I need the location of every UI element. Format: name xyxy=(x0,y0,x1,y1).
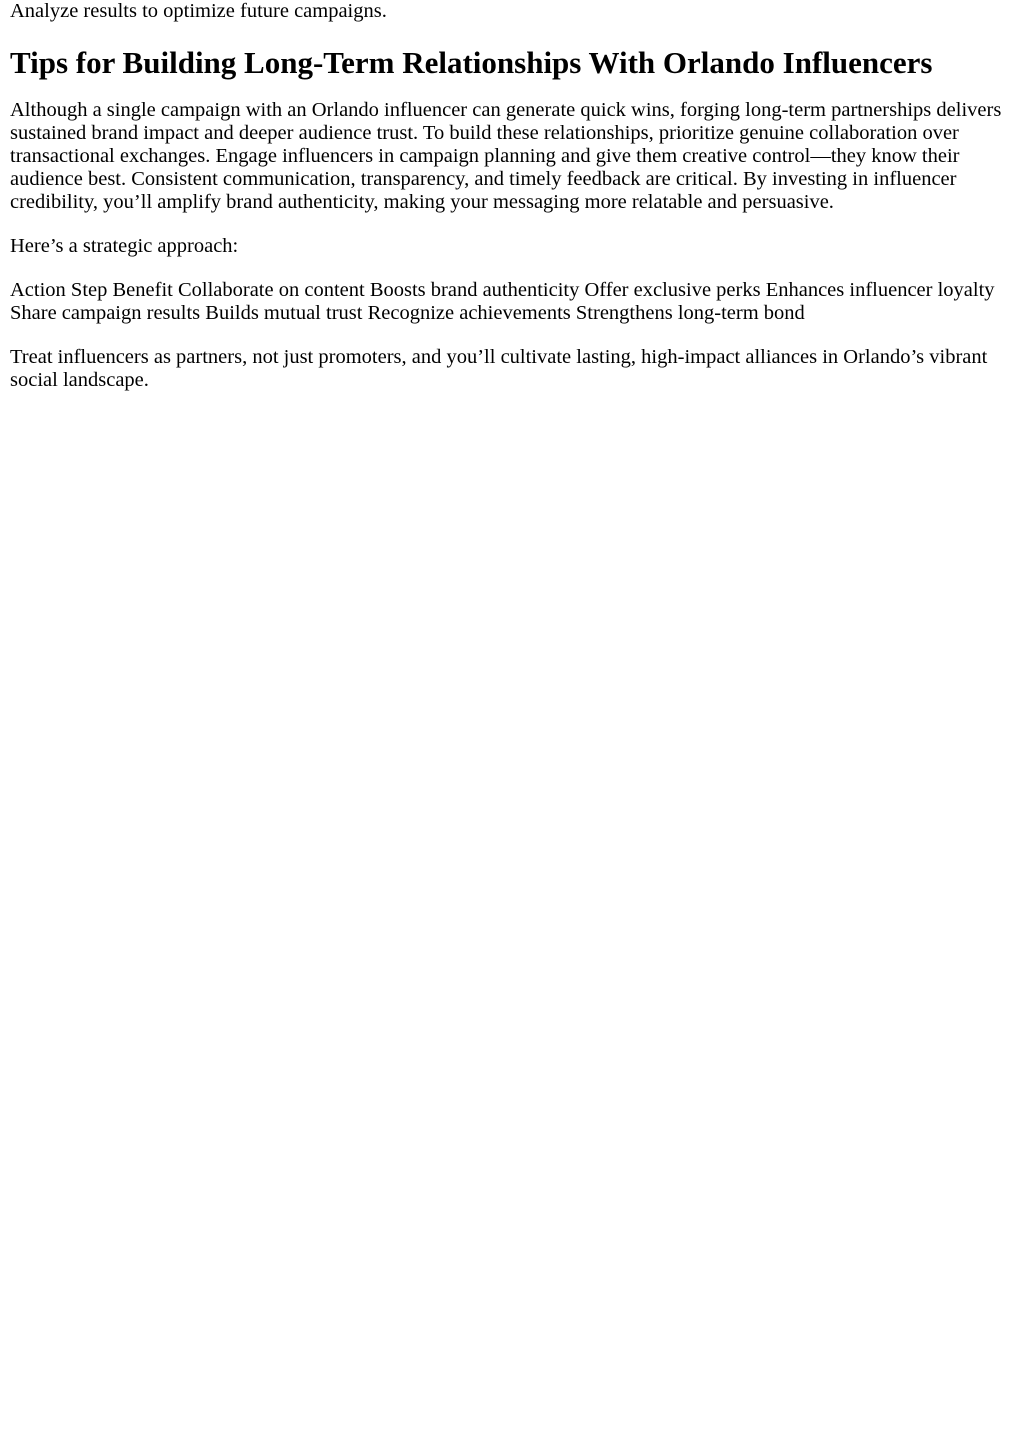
inline-table xyxy=(10,279,1014,325)
table-cell-benefit: Builds mutual trust xyxy=(205,302,368,324)
table-cell-benefit: Boosts brand authenticity xyxy=(369,279,585,301)
table-cell-action: Share campaign results xyxy=(10,302,206,324)
table-cell-action: Collaborate on content xyxy=(177,279,370,301)
table-cell-benefit: Strengthens long-term bond xyxy=(575,302,805,324)
table-header-action: Action Step xyxy=(10,279,113,301)
intro-paragraph: Although a single campaign with an Orlando influencer can generate quick wins, forging long-term partnerships delivers sustained brand impact and deeper audience trust. To build these relationships, prioritize genuine collaboration over transactional exchanges. Engage influencers in campaign planning and give them creative control—they know their audience best. Consistent communication, transparency, and timely feedback are critical. By investing in influencer credibility, you’ll amplify brand authenticity, making your messaging more relatable and persuasive. xyxy=(10,99,1002,213)
lead-paragraph: Here’s a strategic approach: xyxy=(10,235,239,257)
closing-paragraph: Treat influencers as partners, not just promoters, and you’ll cultivate lasting, high-impact alliances in Orlando’s vibrant social landscape. xyxy=(10,346,988,391)
list-item-text: Analyze results to optimize future campaigns. xyxy=(10,0,387,22)
table-header-benefit: Benefit xyxy=(112,279,178,301)
table-cell-action: Offer exclusive perks xyxy=(584,279,766,301)
article-page xyxy=(0,0,1024,392)
section-heading: Tips for Building Long-Term Relationships With Orlando Influencers xyxy=(10,45,933,80)
table-cell-action: Recognize achievements xyxy=(367,302,576,324)
table-cell-benefit: Enhances influencer loyalty xyxy=(765,279,995,301)
